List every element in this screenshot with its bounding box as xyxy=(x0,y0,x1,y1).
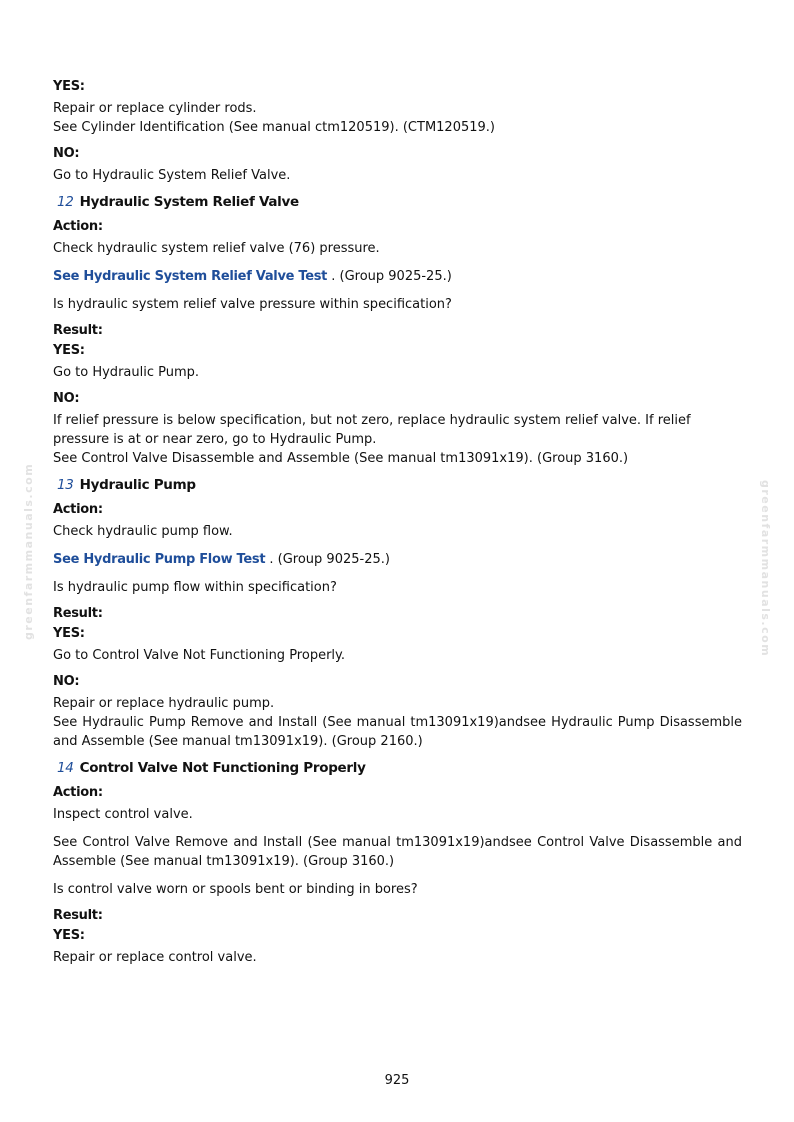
step-number: 12 xyxy=(57,194,74,210)
step-heading xyxy=(53,760,742,776)
top-yes-section xyxy=(53,79,742,137)
action-text-reference: See Control Valve Remove and Install (See manual tm13091x19)andsee Control Valve Disassemble and Assemble (See manual tm13091x19). (Group 3160.) xyxy=(53,835,742,869)
step-title: Hydraulic System Relief Valve xyxy=(79,194,299,210)
no-text: Repair or replace hydraulic pump. xyxy=(53,696,275,711)
page-number: 925 xyxy=(384,1073,410,1088)
step-13 xyxy=(53,477,742,751)
action-text: Check hydraulic pump flow. xyxy=(53,524,233,539)
question-text: Is control valve worn or spools bent or binding in bores? xyxy=(53,882,418,897)
no-text-reference: See Control Valve Disassemble and Assemble (See manual tm13091x19). (Group 3160.) xyxy=(53,451,629,466)
question-text: Is hydraulic pump flow within specification? xyxy=(53,580,337,595)
result-label: Result: xyxy=(53,323,103,338)
document-body xyxy=(53,79,742,967)
step-number: 13 xyxy=(57,477,74,493)
question-text: Is hydraulic system relief valve pressure within specification? xyxy=(53,297,452,312)
test-link[interactable]: See Hydraulic Pump Flow Test xyxy=(53,552,266,567)
yes-label: YES: xyxy=(53,79,85,94)
action-text: Check hydraulic system relief valve (76) pressure. xyxy=(53,241,380,256)
yes-label: YES: xyxy=(53,626,85,641)
yes-label: YES: xyxy=(53,928,85,943)
no-text: Go to Hydraulic System Relief Valve. xyxy=(53,168,291,183)
step-heading xyxy=(53,477,742,493)
step-number: 14 xyxy=(57,760,74,776)
yes-label: YES: xyxy=(53,343,85,358)
step-heading xyxy=(53,194,742,210)
test-link[interactable]: See Hydraulic System Relief Valve Test xyxy=(53,269,328,284)
result-label: Result: xyxy=(53,908,103,923)
yes-text: Repair or replace control valve. xyxy=(53,950,257,965)
top-no-section xyxy=(53,146,742,185)
no-text: If relief pressure is below specification, but not zero, replace hydraulic system relief valve. If relief pressure is at or near zero, go to Hydraulic Pump. xyxy=(53,413,691,447)
yes-text: Go to Control Valve Not Functioning Properly. xyxy=(53,648,345,663)
test-reference xyxy=(53,550,742,569)
yes-text: Repair or replace cylinder rods. xyxy=(53,101,257,116)
test-link-suffix: . (Group 9025-25.) xyxy=(327,269,452,284)
no-label: NO: xyxy=(53,674,80,689)
action-label: Action: xyxy=(53,219,103,234)
no-text-reference: See Hydraulic Pump Remove and Install (See manual tm13091x19)andsee Hydraulic Pump Disassemble and Assemble (See manual tm13091x19). (Group 2160.) xyxy=(53,715,742,749)
test-reference xyxy=(53,267,742,286)
no-label: NO: xyxy=(53,146,80,161)
step-12 xyxy=(53,194,742,468)
action-label: Action: xyxy=(53,785,103,800)
action-label: Action: xyxy=(53,502,103,517)
yes-text: Go to Hydraulic Pump. xyxy=(53,365,200,380)
step-title: Control Valve Not Functioning Properly xyxy=(79,760,366,776)
action-text: Inspect control valve. xyxy=(53,807,193,822)
step-14 xyxy=(53,760,742,967)
step-title: Hydraulic Pump xyxy=(79,477,196,493)
result-label: Result: xyxy=(53,606,103,621)
no-label: NO: xyxy=(53,391,80,406)
test-link-suffix: . (Group 9025-25.) xyxy=(265,552,390,567)
yes-text-reference: See Cylinder Identification (See manual ctm120519). (CTM120519.) xyxy=(53,120,495,135)
